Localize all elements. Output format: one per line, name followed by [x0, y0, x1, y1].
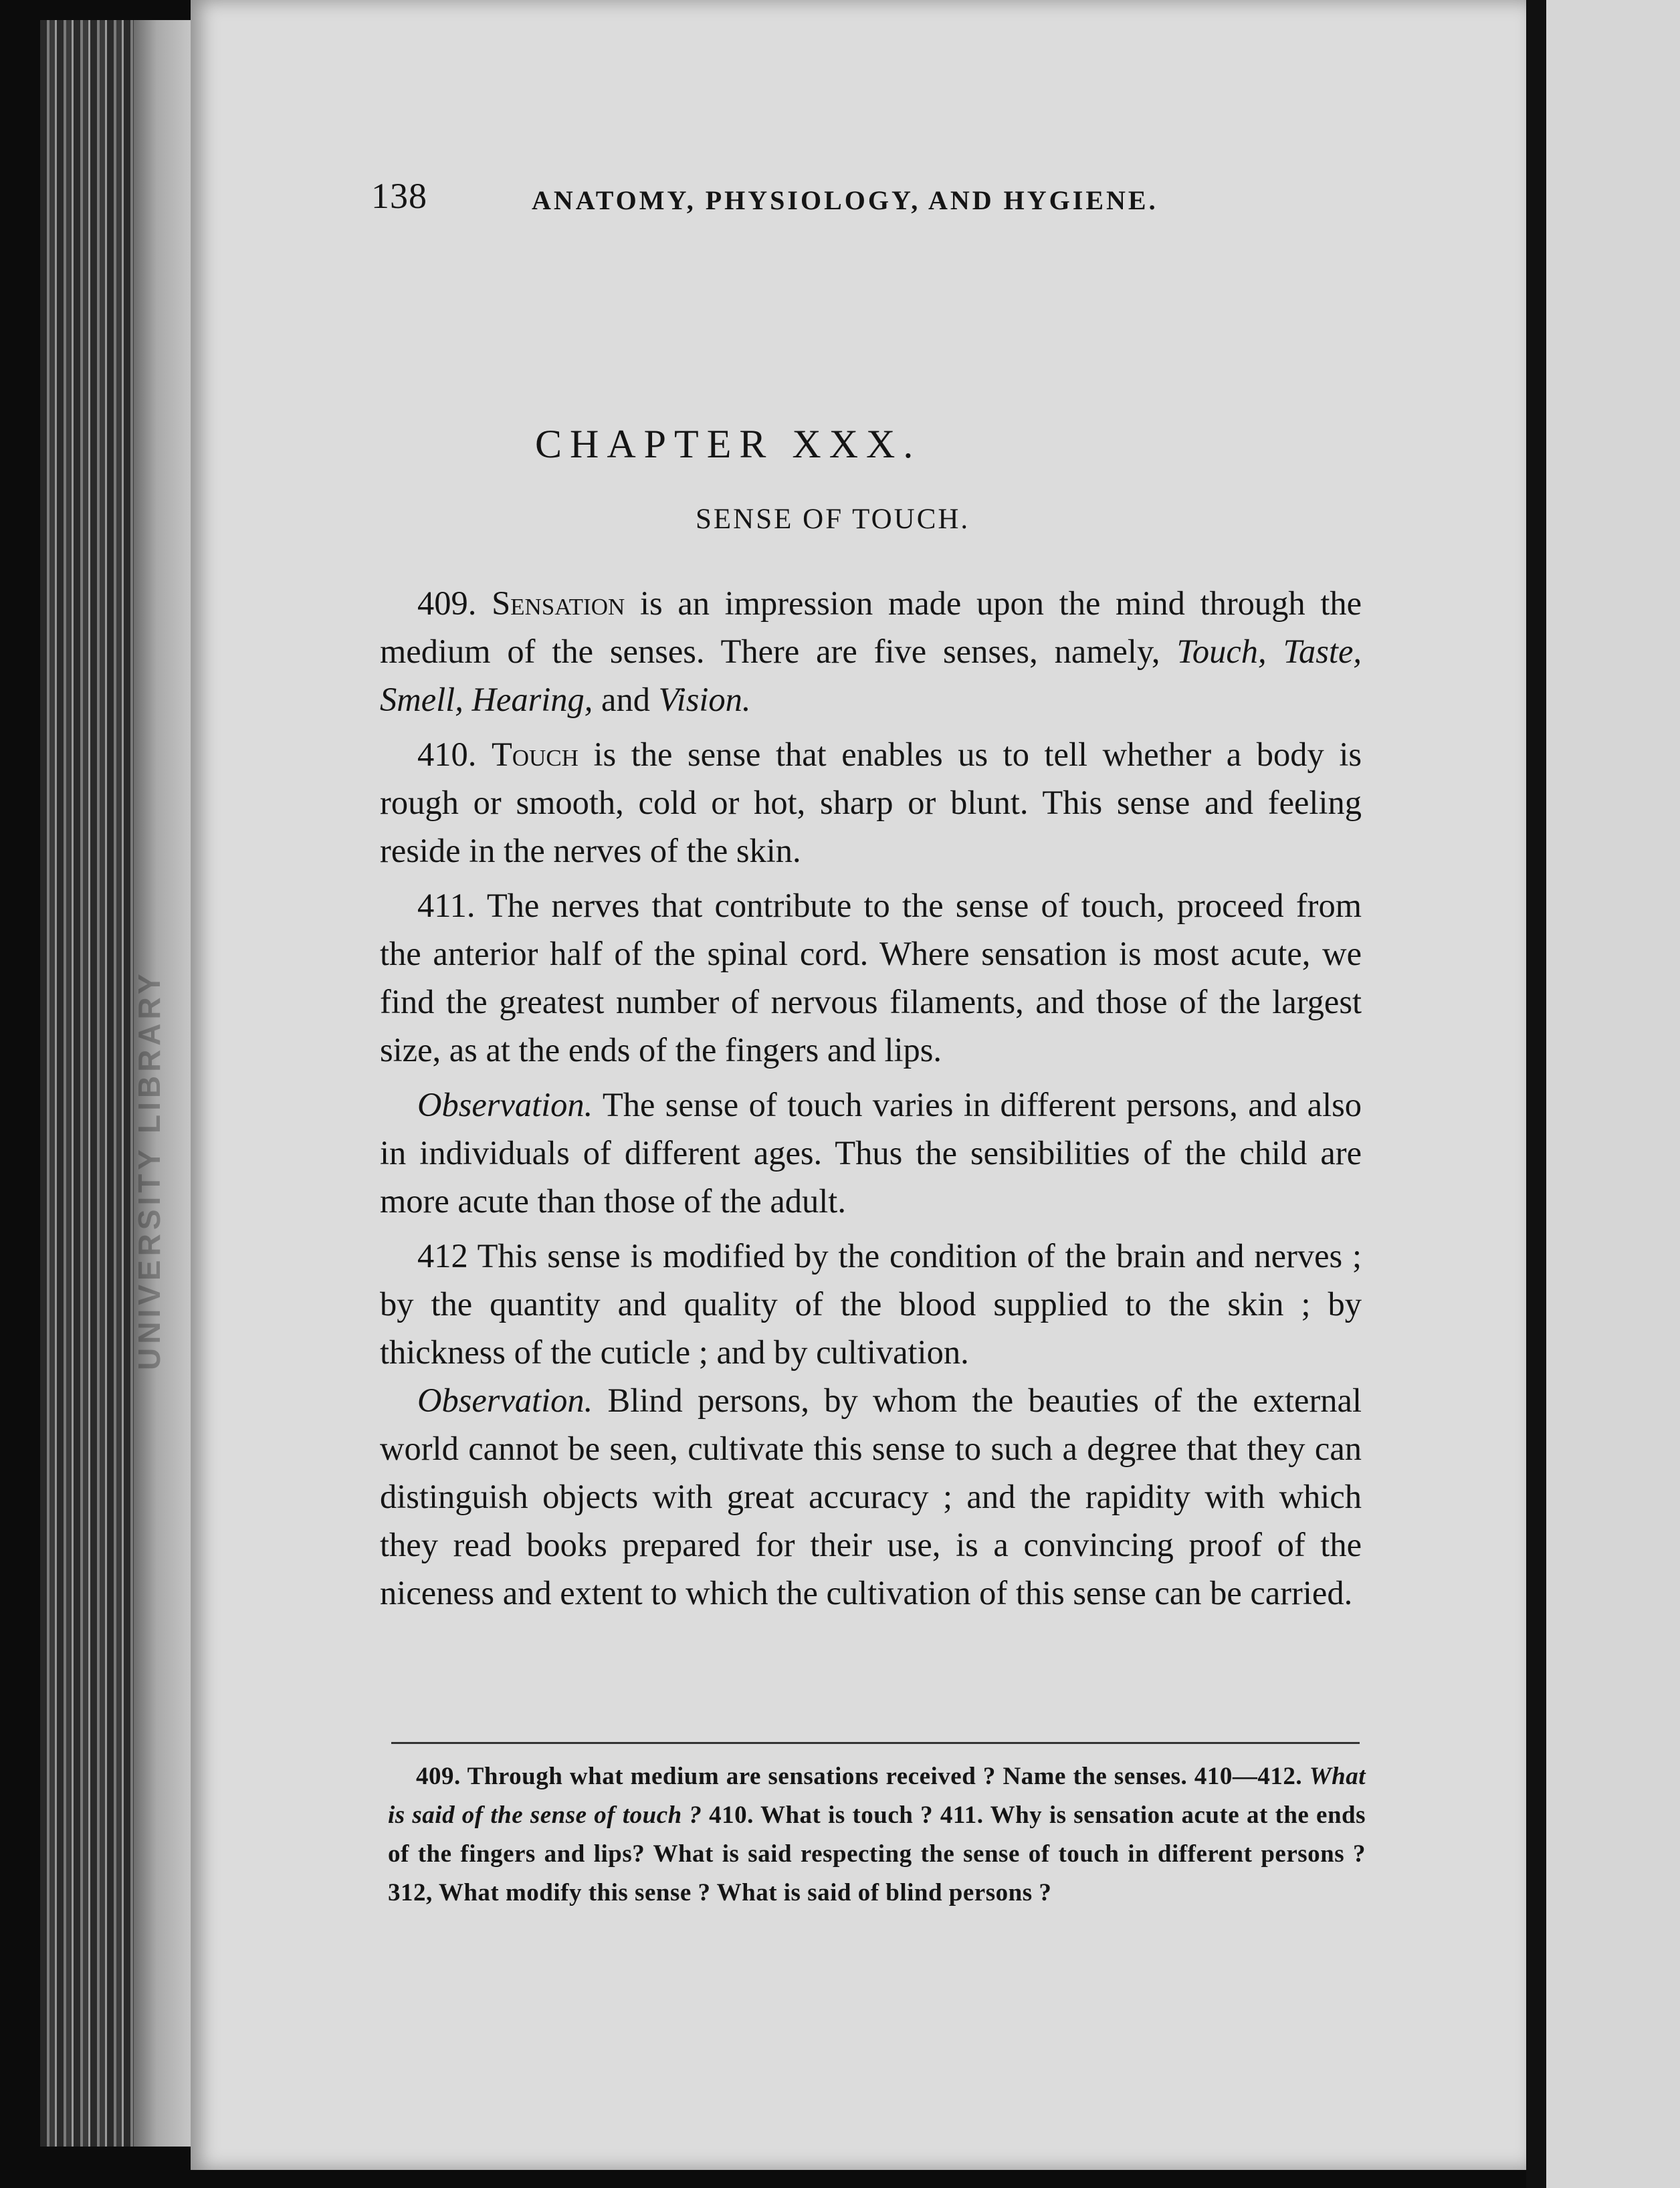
- sense-name: Touch,: [1176, 633, 1267, 670]
- sense-name: Hearing,: [471, 681, 593, 718]
- question-409: 409. Through what medium are sensations received ? Name the senses.: [416, 1763, 1188, 1790]
- body-text: [380, 579, 1362, 1624]
- lead-term: Sensation: [492, 584, 625, 622]
- running-title: ANATOMY, PHYSIOLOGY, AND HYGIENE.: [532, 185, 1158, 215]
- question-410-412: 410. What is touch ? 411. Why is sensation acute at the ends of the fingers and lips? What is said respecting the sense of touch in different persons ? 312, What modify this sense ? What is said of blind persons ?: [388, 1801, 1366, 1906]
- paragraph-410: [380, 730, 1362, 875]
- book-gutter: [1526, 0, 1546, 2188]
- observation-1: [380, 1081, 1362, 1225]
- paragraph-text: Blind persons, by whom the beauties of the external world cannot be seen, cultivate this sense to such a degree that they can distinguish objects with great accuracy ; and the rapidity with which they read books prepared for their use, is a convincing proof of the niceness and extent to which the cultivation of this sense can be carried.: [380, 1382, 1362, 1612]
- paragraph-409: [380, 579, 1362, 724]
- paragraph-text: The sense of touch varies in different persons, and also in individuals of different ages. Thus the sensibilities of the child are more acute than those of the adult.: [380, 1086, 1362, 1220]
- paragraph-number: 410.: [417, 736, 477, 773]
- paragraph-text: This sense is modified by the condition of the brain and nerves ; by the quantity and quality of the blood supplied to the skin ; by thickness of the cuticle ; and by cultivation.: [380, 1237, 1362, 1371]
- paragraph-number: 409.: [417, 584, 477, 622]
- lead-term: Touch: [491, 736, 579, 773]
- sense-name: Taste,: [1283, 633, 1362, 670]
- footnote-rule: [391, 1742, 1360, 1744]
- question-text: [388, 1757, 1366, 1912]
- paragraph-411: [380, 881, 1362, 1074]
- chapter-title: CHAPTER XXX.: [535, 422, 922, 466]
- observation-2: [380, 1376, 1362, 1617]
- paragraph-number: 411.: [417, 887, 476, 924]
- paragraph-text: is an impression made upon the mind through the medium of the senses. There are five senses, namely,: [380, 584, 1362, 670]
- question-italic: What is said of the sense of touch ?: [388, 1763, 1366, 1829]
- section-title: SENSE OF TOUCH.: [696, 504, 970, 535]
- running-head: [371, 175, 1207, 229]
- page-number: 138: [371, 176, 427, 216]
- library-stamp: UNIVERSITY LIBRARY: [132, 970, 167, 1371]
- paragraph-number: 412: [417, 1237, 468, 1275]
- sense-name: Vision.: [658, 681, 751, 718]
- observation-label: Observation.: [417, 1086, 593, 1123]
- paragraph-412: [380, 1232, 1362, 1376]
- conjunction: and: [601, 681, 650, 718]
- review-questions: [388, 1757, 1366, 1912]
- paragraph-text: The nerves that contribute to the sense of touch, proceed from the anterior half of the spinal cord. Where sensation is most acute, we find the greatest number of nervous filaments, and those of the largest size, as at the ends of the fingers and lips.: [380, 887, 1362, 1069]
- facing-page-edge: [1546, 0, 1680, 2188]
- question-range: 410—412.: [1194, 1763, 1303, 1790]
- observation-label: Observation.: [417, 1382, 593, 1419]
- paragraph-text: is the sense that enables us to tell whether a body is rough or smooth, cold or hot, sharp or blunt. This sense and feeling reside in the nerves of the skin.: [380, 736, 1362, 869]
- sense-name: Smell,: [380, 681, 463, 718]
